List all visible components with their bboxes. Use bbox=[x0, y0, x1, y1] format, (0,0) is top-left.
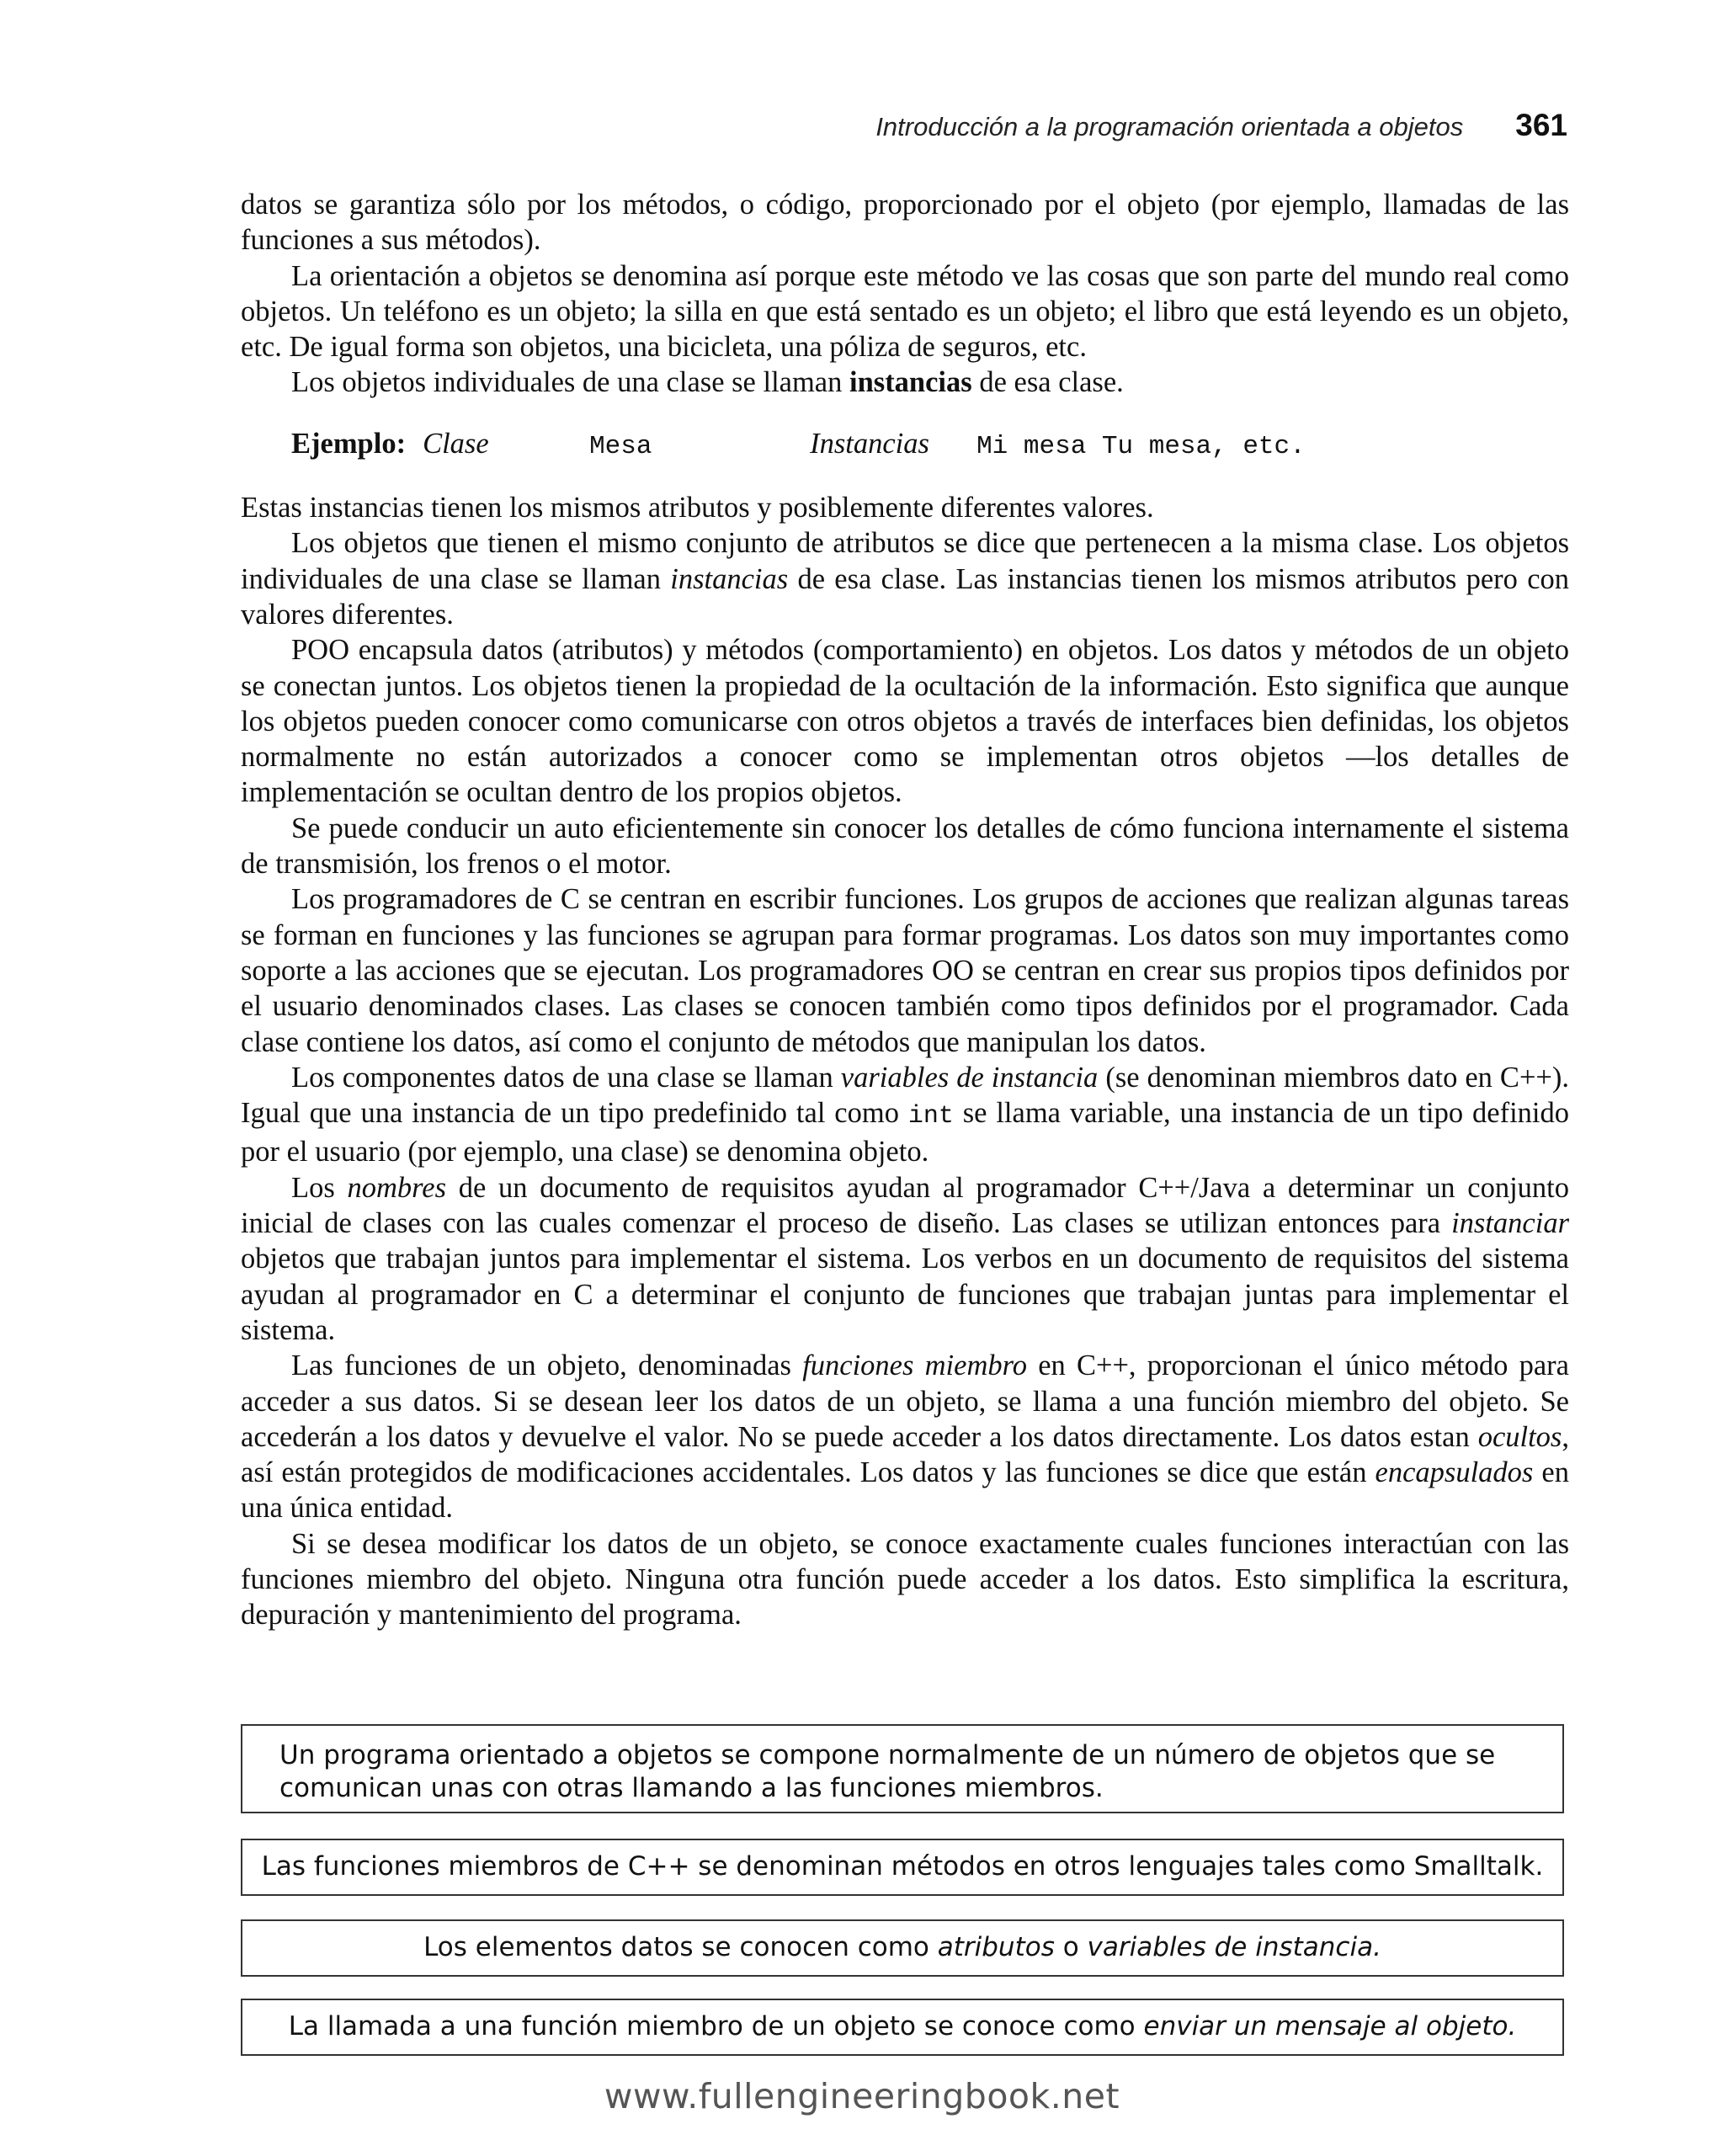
note-box-objects-program bbox=[241, 1724, 1564, 1813]
paragraph-11-text-a: Las funciones de un objeto, denominadas bbox=[291, 1349, 803, 1382]
term-encapsulados: encapsulados bbox=[1375, 1456, 1534, 1489]
paragraph-9-text-c: se llama variable, una instancia de un tipo definido por el usuario (por ejemplo, una clase) se denomina objeto. bbox=[241, 1097, 1569, 1168]
paragraph-8: Los programadores de C se centran en escribir funciones. Los grupos de acciones que realizan algunas tareas se forman en funciones y las funciones se agrupan para formar programas. Los datos son muy importantes como soporte a las acciones que se ejecutan. Los programadores OO se centran en crear sus propios tipos definidos por el usuario denominados clases. Las clases se conocen también como tipos definidos por el programador. Cada clase contiene los datos, así como el conjunto de métodos que manipulan los datos. bbox=[241, 883, 1569, 1058]
term-nombres: nombres bbox=[347, 1171, 447, 1204]
paragraph-10-text-b: de un documento de requisitos ayudan al programador C++/Java a determinar un conjunto inicial de clases con las cuales comenzar el proceso de diseño. Las clases se utilizan entonces para bbox=[241, 1171, 1570, 1240]
paragraph-9-text-b: (se denominan miembros dato en C++). Igual que una instancia de un tipo predefinido tal como bbox=[241, 1061, 1569, 1130]
running-header bbox=[0, 108, 1567, 143]
paragraph-5 bbox=[241, 525, 1569, 632]
watermark-url: www.fullengineeringbook.net bbox=[604, 2076, 1120, 2116]
term-ocultos: ocultos bbox=[1477, 1420, 1562, 1453]
note-3-text-a: Los elementos datos se conocen como bbox=[423, 1932, 938, 1962]
term-instancias: instancias bbox=[849, 366, 972, 399]
paragraph-1: datos se garantiza sólo por los métodos, o código, proporcionado por el objeto (por ejemplo, llamadas de las funciones a sus métodos). bbox=[241, 189, 1569, 257]
note-box-attributes bbox=[241, 1919, 1564, 1977]
term-variables-de-instancia: variables de instancia bbox=[840, 1061, 1099, 1094]
paragraph-9-text-a: Los componentes datos de una clase se llaman bbox=[291, 1061, 841, 1094]
term-instanciar: instanciar bbox=[1451, 1207, 1569, 1240]
paragraph-2: La orientación a objetos se denomina así porque este método ve las cosas que son parte del mundo real como objetos. Un teléfono es un objeto; la silla en que está sentado es un objeto; el libro que está leyendo es un objeto, etc. De igual forma son objetos, una bicicleta, una póliza de seguros, etc. bbox=[241, 259, 1569, 364]
note-3-term-variables: variables de instancia. bbox=[1087, 1932, 1381, 1962]
page-number: 361 bbox=[1515, 108, 1567, 142]
paragraph-10-text-a: Los bbox=[291, 1171, 348, 1204]
paragraph-11-text-b: en C++, proporcionan el único método para acceder a sus datos. Si se desean leer los datos de un objeto, se llama a una función miembro del objeto. Se accederán a los datos y devuelve el valor. No se puede acceder a los datos directamente. Los datos estan bbox=[241, 1349, 1569, 1453]
paragraph-11-text-d: en una única entidad. bbox=[241, 1456, 1569, 1525]
term-funciones-miembro: funciones miembro bbox=[802, 1349, 1028, 1382]
term-instancias-italic: instancias bbox=[670, 562, 789, 595]
example-class-label: Clase bbox=[423, 427, 489, 460]
example-class-value: Mesa bbox=[589, 431, 652, 461]
paragraph-10-text-c: objetos que trabajan juntos para implementar el sistema. Los verbos en un documento de requisitos del sistema ayudan al programador en C a determinar el conjunto de funciones que trabajan juntas para implementar el sistema. bbox=[241, 1243, 1569, 1346]
note-box-message bbox=[241, 1999, 1564, 2056]
paragraph-3 bbox=[241, 365, 1569, 400]
paragraph-5-text-a: Los objetos que tienen el mismo conjunto de atributos se dice que pertenecen a la misma clase. Los objetos individuales de una clase se llaman bbox=[241, 527, 1569, 595]
example-label: Ejemplo: bbox=[291, 427, 407, 460]
paragraph-11 bbox=[241, 1348, 1569, 1525]
note-3-text-b: o bbox=[1054, 1932, 1088, 1962]
note-2-text: Las funciones miembros de C++ se denominan métodos en otros lenguajes tales como Smalltalk. bbox=[261, 1851, 1544, 1882]
paragraph-6: POO encapsula datos (atributos) y métodos (comportamiento) en objetos. Los datos y métodos de un objeto se conectan juntos. Los objetos tienen la propiedad de la ocultación de la información. Esto significa que aunque los objetos pueden conocer como comunicarse con otros objetos a través de interfaces bien definidas, los objetos normalmente no están autorizados a conocer como se implementan otros objetos —los detalles de implementación se ocultan dentro de los propios objetos. bbox=[241, 634, 1569, 809]
paragraph-11-text-c: , así están protegidos de modificaciones accidentales. Los datos y las funciones se dice que están bbox=[241, 1420, 1569, 1489]
note-4-text-a: La llamada a una función miembro de un objeto se conoce como bbox=[288, 2011, 1144, 2042]
paragraph-4: Estas instancias tienen los mismos atributos y posiblemente diferentes valores. bbox=[241, 492, 1154, 524]
running-title: Introducción a la programación orientada a objetos bbox=[875, 112, 1464, 141]
paragraph-5-text-b: de esa clase. Las instancias tienen los mismos atributos pero con valores diferentes. bbox=[241, 562, 1570, 631]
paragraph-7: Se puede conducir un auto eficientemente sin conocer los detalles de cómo funciona internamente el sistema de transmisión, los frenos o el motor. bbox=[241, 812, 1569, 881]
note-1-text: Un programa orientado a objetos se compone normalmente de un número de objetos que se comunican unas con otras llamando a las funciones miembros. bbox=[279, 1740, 1496, 1803]
example-instances-value: Mi mesa Tu mesa, etc. bbox=[976, 431, 1306, 461]
paragraph-9 bbox=[241, 1060, 1569, 1170]
example-instances-label: Instancias bbox=[810, 427, 929, 460]
paragraph-12: Si se desea modificar los datos de un objeto, se conoce exactamente cuales funciones interactúan con las funciones miembro del objeto. Ninguna otra función puede acceder a los datos. Esto simplifica la escritura, depuración y mantenimiento del programa. bbox=[241, 1527, 1569, 1632]
paragraph-3-text-a: Los objetos individuales de una clase se llaman bbox=[291, 366, 849, 399]
code-int: int bbox=[907, 1102, 954, 1131]
paragraph-3-text-b: de esa clase. bbox=[971, 366, 1124, 399]
example-line bbox=[241, 426, 1569, 465]
note-box-methods bbox=[241, 1839, 1564, 1896]
note-4-term-mensaje: enviar un mensaje al objeto. bbox=[1143, 2011, 1517, 2042]
body-text bbox=[241, 187, 1569, 1633]
paragraph-10 bbox=[241, 1170, 1569, 1348]
note-3-term-atributos: atributos bbox=[937, 1932, 1055, 1962]
